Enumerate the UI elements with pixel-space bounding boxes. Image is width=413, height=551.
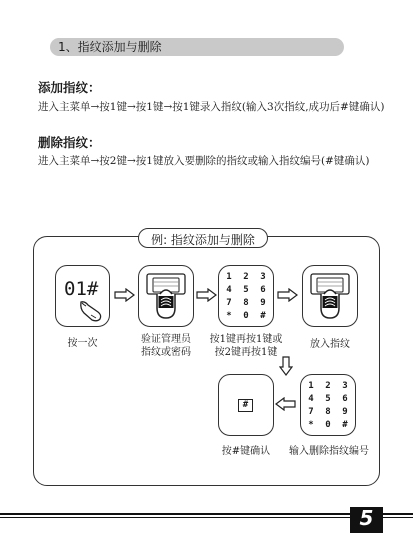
key-8: 8 <box>325 407 331 417</box>
key-8: 8 <box>243 298 249 308</box>
keypad <box>222 272 270 324</box>
key-3: 3 <box>260 272 266 282</box>
code-entry-card <box>55 265 110 327</box>
key-5: 5 <box>325 394 331 404</box>
key-7: 7 <box>308 407 314 417</box>
key-1: 1 <box>226 272 232 282</box>
fingerprint-scanner-icon <box>145 272 187 320</box>
key-6: 6 <box>342 394 348 404</box>
key-4: 4 <box>226 285 232 295</box>
step3-caption-line2: 按2键再按1键 <box>214 347 278 358</box>
key-2: 2 <box>325 381 331 391</box>
key-star: * <box>308 420 314 430</box>
key-hash: # <box>342 420 348 430</box>
arrow-right-icon <box>277 288 299 302</box>
arrow-left-icon <box>274 397 296 411</box>
arrow-right-icon <box>196 288 218 302</box>
delete-fingerprint-steps: 进入主菜单→按2键→按1键放入要删除的指纹或输入指纹编号(#键确认) <box>38 155 370 167</box>
confirm-key-card <box>218 374 274 436</box>
finger-press-icon <box>78 299 106 323</box>
keypad-card <box>218 265 274 327</box>
key-9: 9 <box>342 407 348 417</box>
step2-caption-line1: 验证管理员 <box>141 334 191 345</box>
arrow-right-icon <box>114 288 136 302</box>
key-1: 1 <box>308 381 314 391</box>
keypad <box>304 381 352 433</box>
hash-key: # <box>238 399 253 412</box>
key-hash: # <box>260 311 266 321</box>
key-7: 7 <box>226 298 232 308</box>
step1-caption: 按一次 <box>67 338 98 349</box>
step6-caption: 按#键确认 <box>221 446 271 457</box>
keypad-card-delete <box>300 374 356 436</box>
key-6: 6 <box>260 285 266 295</box>
step3-caption-line1: 按1键再按1键或 <box>209 334 283 345</box>
add-fingerprint-steps: 进入主菜单→按1键→按1键→按1键录入指纹(输入3次指纹,成功后#键确认) <box>38 101 385 113</box>
key-5: 5 <box>243 285 249 295</box>
section-title: 1、指纹添加与删除 <box>58 40 162 54</box>
step2-caption-line2: 指纹或密码 <box>141 347 191 358</box>
key-0: 0 <box>325 420 331 430</box>
verify-admin-card <box>138 265 194 327</box>
key-0: 0 <box>243 311 249 321</box>
step5-caption: 输入删除指纹编号 <box>289 446 369 457</box>
delete-fingerprint-heading: 删除指纹： <box>38 135 101 150</box>
key-2: 2 <box>243 272 249 282</box>
place-fingerprint-card <box>302 265 358 327</box>
key-9: 9 <box>260 298 266 308</box>
key-star: * <box>226 311 232 321</box>
code-text: 01# <box>64 278 99 300</box>
page-number: 5 <box>359 506 374 530</box>
step4-caption: 放入指纹 <box>310 339 350 350</box>
arrow-down-icon <box>279 356 293 376</box>
fingerprint-scanner-icon <box>309 272 351 320</box>
add-fingerprint-heading: 添加指纹： <box>38 80 101 95</box>
key-4: 4 <box>308 394 314 404</box>
example-title: 例: 指纹添加与删除 <box>151 233 255 247</box>
key-3: 3 <box>342 381 348 391</box>
